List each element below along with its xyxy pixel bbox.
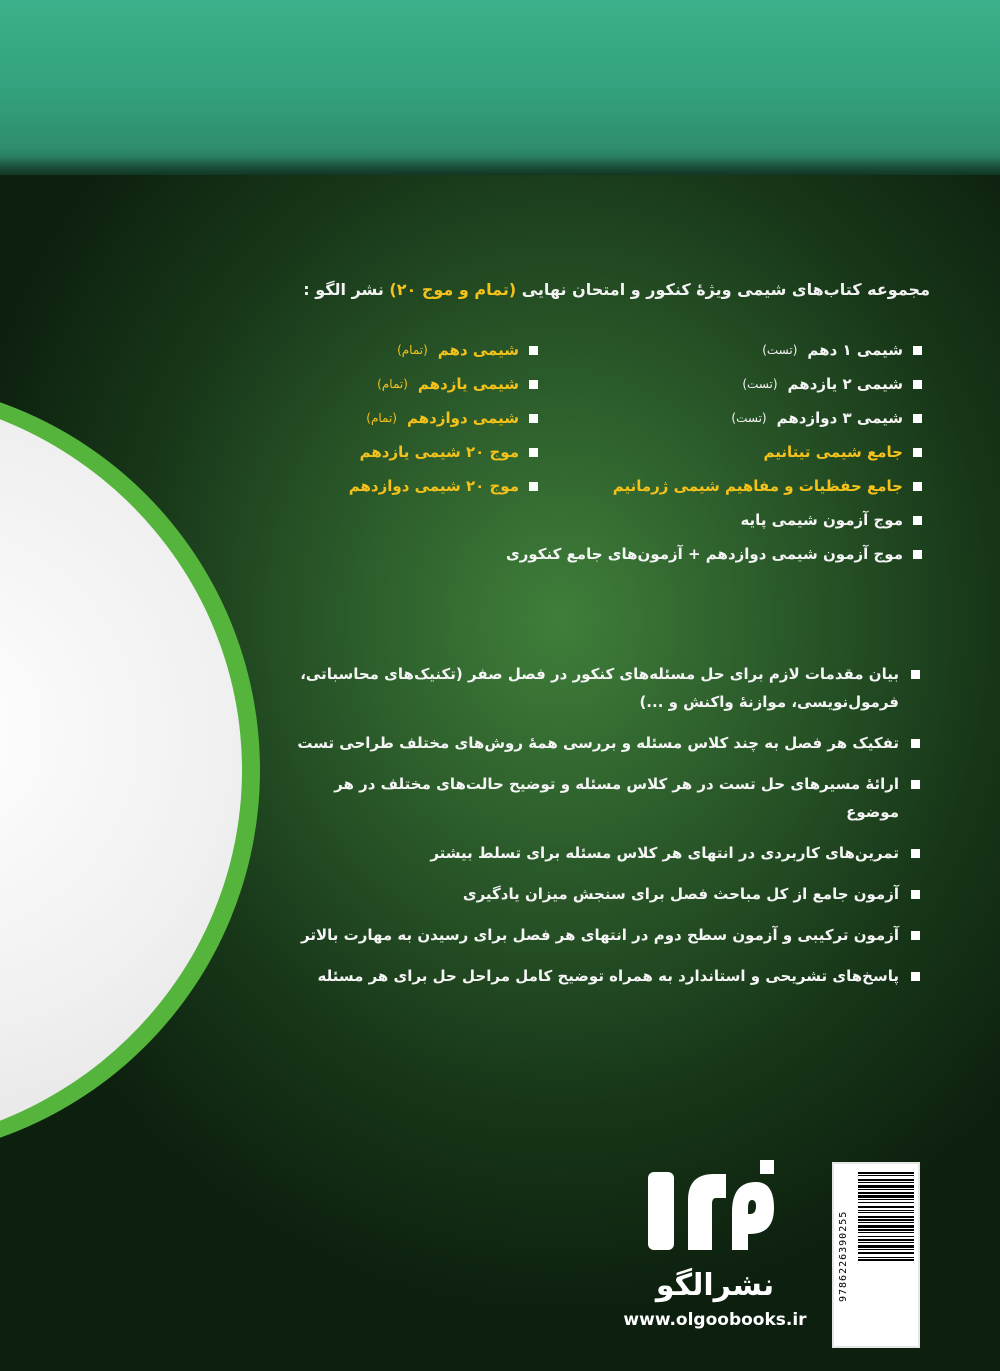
white-arc-panel bbox=[0, 392, 242, 1148]
book-item: شیمی ۲ یازدهم (تست) bbox=[492, 367, 922, 401]
bullet-square-icon bbox=[913, 448, 922, 457]
bullet-square-icon bbox=[911, 780, 920, 789]
bullet-square-icon bbox=[911, 890, 920, 899]
publisher-logo bbox=[605, 1160, 825, 1335]
bullet-square-icon bbox=[529, 346, 538, 355]
book-item: جامع حفظیات و مفاهیم شیمی ژرمانیم bbox=[492, 469, 922, 503]
feature-item: ارائهٔ مسیرهای حل تست در هر کلاس مسئله و توضیح حالت‌های مختلف در هر موضوع bbox=[280, 770, 920, 826]
feature-item: تمرین‌های کاربردی در انتهای هر کلاس مسئله برای تسلط بیشتر bbox=[280, 839, 920, 867]
book-item: شیمی دهم (تمام) bbox=[278, 333, 538, 367]
publisher-url: www.olgoobooks.ir bbox=[623, 1310, 807, 1330]
bullet-square-icon bbox=[913, 346, 922, 355]
top-teal-band bbox=[0, 0, 1000, 175]
isbn-barcode bbox=[832, 1162, 920, 1348]
isbn-number: 9786226390255 bbox=[838, 1210, 849, 1302]
feature-item: بیان مقدمات لازم برای حل مسئله‌های کنکور در فصل صفر (تکنیک‌های محاسباتی، فرمول‌نویسی، موازنهٔ واکنش و ...) bbox=[280, 660, 920, 716]
book-item: شیمی دوازدهم (تمام) bbox=[278, 401, 538, 435]
bullet-square-icon bbox=[911, 849, 920, 858]
book-item: موج ۲۰ شیمی دوازدهم bbox=[278, 469, 538, 503]
bullet-square-icon bbox=[913, 414, 922, 423]
feature-item: تفکیک هر فصل به چند کلاس مسئله و بررسی همهٔ روش‌های مختلف طراحی تست bbox=[280, 729, 920, 757]
book-item: شیمی ۳ دوازدهم (تست) bbox=[492, 401, 922, 435]
feature-list bbox=[280, 660, 920, 1003]
bullet-square-icon bbox=[911, 972, 920, 981]
bullet-square-icon bbox=[913, 380, 922, 389]
barcode-bars bbox=[858, 1170, 914, 1342]
series-intro bbox=[290, 280, 930, 299]
bullet-square-icon bbox=[911, 670, 920, 679]
bullet-square-icon bbox=[529, 414, 538, 423]
intro-text-1: مجموعه کتاب‌های شیمی ویژهٔ کنکور و امتحان نهایی bbox=[521, 280, 930, 299]
book-item: جامع شیمی تیتانیم bbox=[492, 435, 922, 469]
bullet-square-icon bbox=[529, 380, 538, 389]
bullet-square-icon bbox=[911, 931, 920, 940]
feature-item: آزمون جامع از کل مباحث فصل برای سنجش میزان یادگیری bbox=[280, 880, 920, 908]
feature-item: آزمون ترکیبی و آزمون سطح دوم در انتهای هر فصل برای رسیدن به مهارت بالاتر bbox=[280, 921, 920, 949]
intro-text-2: نشر الگو : bbox=[303, 280, 384, 299]
bullet-square-icon bbox=[529, 482, 538, 491]
intro-highlight: (تمام و موج ۲۰) bbox=[389, 280, 517, 299]
book-list-left bbox=[278, 333, 538, 503]
olgoo-logo-icon bbox=[640, 1160, 780, 1265]
bullet-square-icon bbox=[529, 448, 538, 457]
publisher-name: نشرالگو bbox=[655, 1268, 775, 1303]
book-list-right bbox=[492, 333, 922, 571]
bullet-square-icon bbox=[911, 739, 920, 748]
book-item: شیمی ۱ دهم (تست) bbox=[492, 333, 922, 367]
book-item: شیمی یازدهم (تمام) bbox=[278, 367, 538, 401]
bullet-square-icon bbox=[913, 482, 922, 491]
book-item: موج ۲۰ شیمی یازدهم bbox=[278, 435, 538, 469]
book-item: موج آزمون شیمی پایه bbox=[492, 503, 922, 537]
book-item: موج آزمون شیمی دوازدهم + آزمون‌های جامع کنکوری bbox=[492, 537, 922, 571]
bullet-square-icon bbox=[913, 550, 922, 559]
bullet-square-icon bbox=[913, 516, 922, 525]
feature-item: پاسخ‌های تشریحی و استاندارد به همراه توضیح کامل مراحل حل برای هر مسئله bbox=[280, 962, 920, 990]
